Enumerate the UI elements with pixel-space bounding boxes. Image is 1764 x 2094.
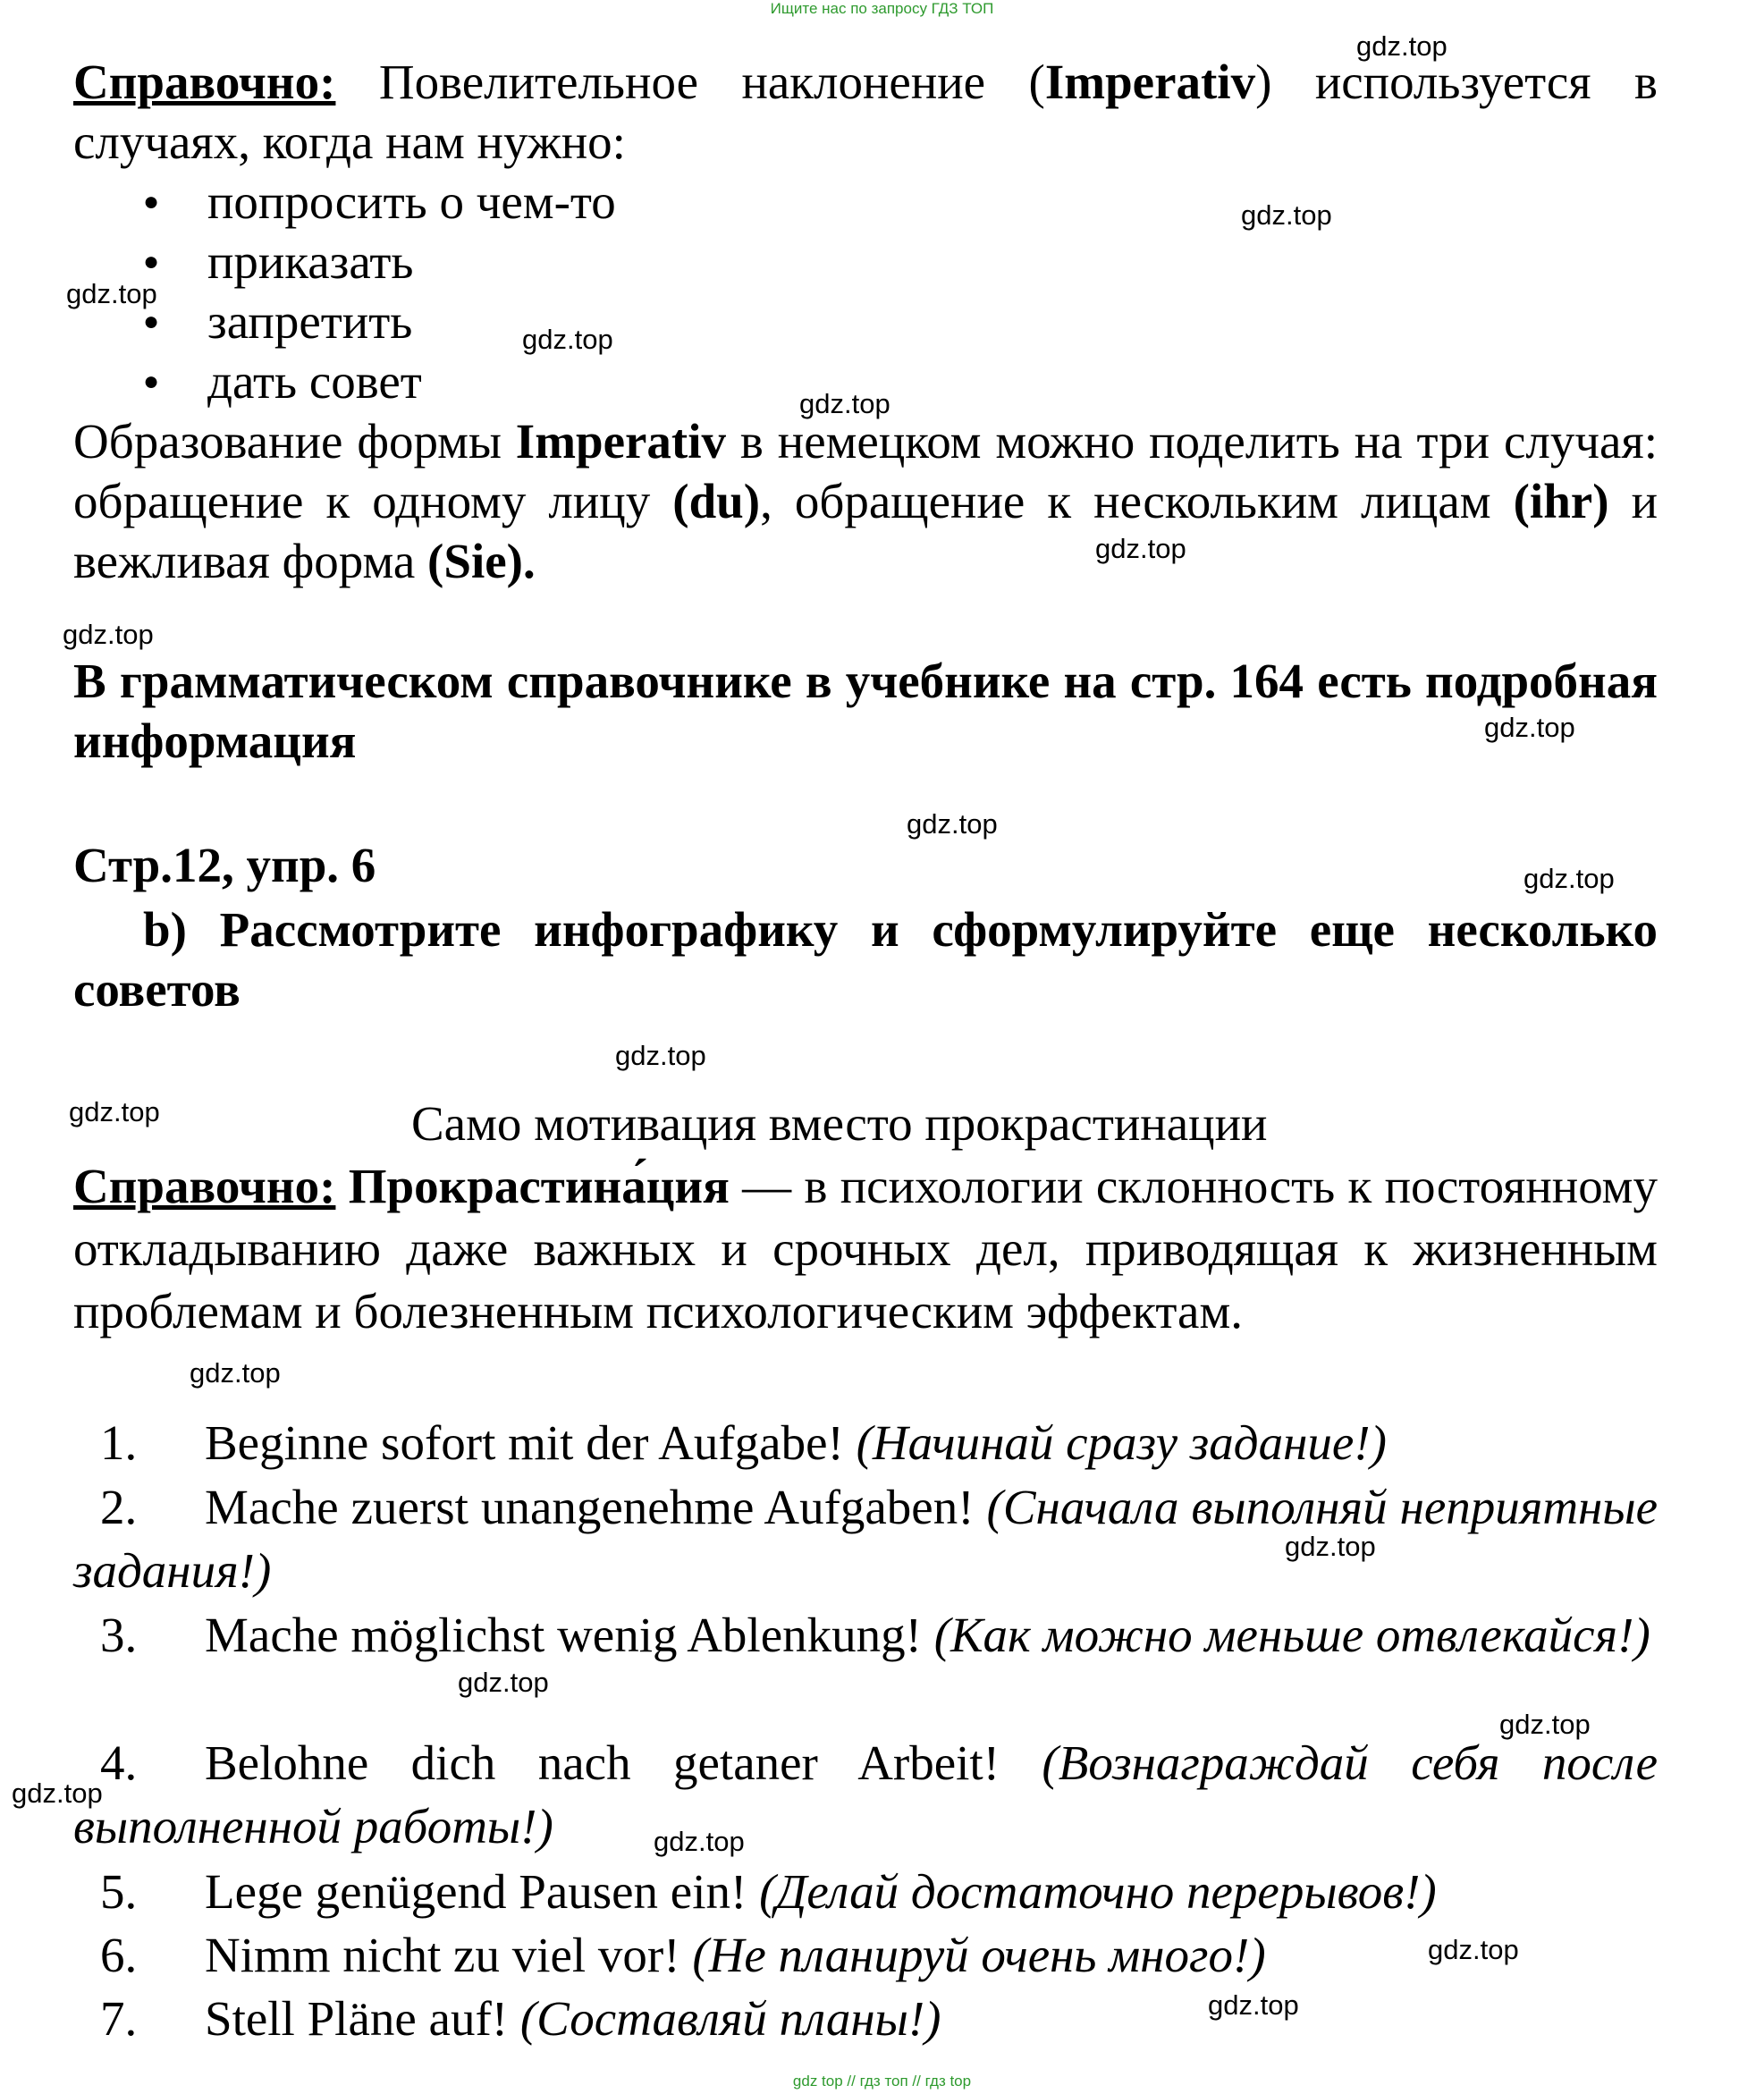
- watermark: gdz.top: [799, 388, 890, 419]
- watermark: gdz.top: [1208, 1989, 1299, 2021]
- watermark: gdz.top: [1428, 1934, 1519, 1965]
- footer-note[interactable]: gdz top // гдз топ // гдз top: [792, 2073, 972, 2090]
- header-note[interactable]: Ищите нас по запросу ГДЗ ТОП: [770, 0, 994, 17]
- reference-label: Справочно:: [73, 55, 336, 109]
- watermark: gdz.top: [63, 619, 154, 650]
- watermark: gdz.top: [12, 1777, 103, 1809]
- exercise-heading: Стр.12, упр. 6: [73, 838, 376, 892]
- reference-text: — в психологии склонность к постоянному откладыванию даже важных и срочных дел, приводящая к жизненным проблемам и болезненным психологическим эффектам.: [73, 1159, 1658, 1338]
- list-item: 6. Nimm nicht zu viel vor! (Не планируй очень много!): [100, 1928, 1266, 1982]
- reference-imperativ: [73, 52, 1658, 172]
- watermark: gdz.top: [907, 808, 998, 840]
- formation-paragraph: Образование формы Imperativ в немецком можно поделить на три случая: обращение к одному лицу (du), обращение к нескольким лицам (ihr) и вежливая форма (Sie).: [73, 414, 1658, 588]
- watermark: gdz.top: [66, 278, 157, 309]
- watermark: gdz.top: [1356, 30, 1447, 62]
- exercise-task: b) Рассмотрите инфографику и сформулируйте еще несколько советов: [73, 902, 1658, 1017]
- list-item: 4. Belohne dich nach getaner Arbeit! (Вознаграждай себя после выполненной работы!): [73, 1735, 1658, 1853]
- grammar-note: В грамматическом справочнике в учебнике на стр. 164 есть подробная информация: [73, 654, 1658, 768]
- list-item: ● приказать: [143, 234, 414, 289]
- list-item: ● попросить о чем-то: [143, 174, 616, 229]
- watermark: gdz.top: [190, 1357, 281, 1389]
- reference-label: Справочно:: [73, 1159, 336, 1213]
- uses-list: [73, 172, 1658, 411]
- watermark: gdz.top: [1241, 199, 1332, 231]
- list-item: 7. Stell Pläne auf! (Составляй планы!): [100, 1991, 941, 2046]
- watermark: gdz.top: [1523, 863, 1615, 894]
- watermark: gdz.top: [1484, 712, 1575, 743]
- list-item: ● запретить: [143, 294, 413, 349]
- watermark: gdz.top: [458, 1667, 549, 1698]
- watermark: gdz.top: [615, 1040, 706, 1071]
- list-item: 2. Mache zuerst unangenehme Aufgaben! (Сначала выполняй неприятные задания!): [73, 1480, 1658, 1598]
- term-imperativ: Imperativ: [1044, 55, 1256, 109]
- list-item: 3. Mache möglichst wenig Ablenkung! (Как можно меньше отвлекайся!): [100, 1608, 1650, 1662]
- reference-procrastination: [73, 1155, 1658, 1343]
- watermark: gdz.top: [1499, 1709, 1591, 1740]
- watermark: gdz.top: [69, 1096, 160, 1127]
- list-item: 1. Beginne sofort mit der Aufgabe! (Начинай сразу задание!): [100, 1415, 1387, 1470]
- term-procrastination: Прокрастина́ция: [348, 1159, 730, 1213]
- watermark: gdz.top: [654, 1826, 745, 1857]
- watermark: gdz.top: [1285, 1531, 1376, 1562]
- infographic-title: Само мотивация вместо прокрастинации: [411, 1096, 1268, 1151]
- watermark: gdz.top: [522, 324, 613, 355]
- reference-text: Повелительное наклонение (: [335, 55, 1045, 109]
- reference-text: ) используется в случаях, когда нам нужно:: [73, 55, 1658, 169]
- watermark: gdz.top: [1095, 533, 1186, 564]
- list-item: 5. Lege genügend Pausen ein! (Делай достаточно перерывов!): [100, 1864, 1437, 1919]
- list-item: ● дать совет: [143, 354, 422, 409]
